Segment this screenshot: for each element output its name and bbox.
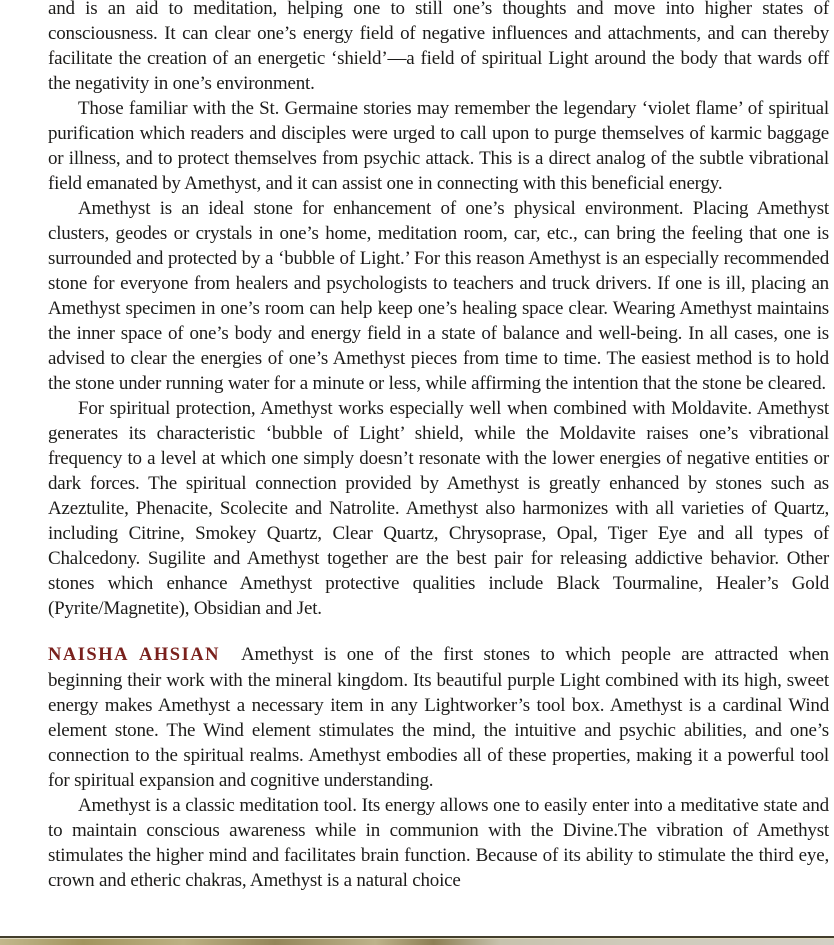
ahsian-lead-text: Amethyst is one of the first stones to which people are attracted when beginning their work with the mineral kingdom. Its beautiful purple Light combined with its high, sweet energy makes Amethyst a necessary item in any Lightworker’s tool box. Amethyst is a cardinal Wind element stone. The Wind element stimulates the mind, the intuitive and psychic abilities, and one’s connection to the spiritual realms. Amethyst embodies all of these properties, making it a powerful tool for spiritual expansion and cognitive understanding. [48,644,829,791]
paragraph-physical-environment: Amethyst is an ideal stone for enhancement of one’s physical environment. Placing Amethyst clusters, geodes or crystals in one’s home, meditation room, car, etc., can bring the feeling that one is surrounded and protected by a ‘bubble of Light.’ For this reason Amethyst is an especially recommended stone for everyone from healers and psychologists to teachers and truck drivers. If one is ill, placing an Amethyst specimen in one’s room can help keep one’s healing space clear. Wearing Amethyst maintains the inner space of one’s body and energy field in a state of balance and well-being. In all cases, one is advised to clear the energies of one’s Amethyst pieces from time to time. The easiest method is to hold the stone under running water for a minute or less, while affirming the intention that the stone be cleared. [48,198,829,394]
paragraph-meditation-tool: Amethyst is a classic meditation tool. Its energy allows one to easily enter into a meditative state and to maintain conscious awareness while in communion with the Divine.The vibration of Amethyst stimulates the higher mind and facilitates brain function. Because of its ability to stimulate the third eye, crown and etheric chakras, Amethyst is a natural choice [48,795,829,891]
paragraph-violet-flame: Those familiar with the St. Germaine stories may remember the legendary ‘violet flame’ of spiritual purification which readers and disciples were urged to call upon to purge themselves of karmic baggage or illness, and to protect themselves from psychic attack. This is a direct analog of the subtle vibrational field emanated by Amethyst, and it can assist one in connecting with this beneficial energy. [48,98,829,194]
paragraph-spiritual-protection: For spiritual protection, Amethyst works especially well when combined with Moldavite. Amethyst generates its characteristic ‘bubble of Light’ shield, while the Moldavite raises one’s vibrational frequency to a level at which one simply doesn’t resonate with the lower energies of negative entities or dark forces. The spiritual connection provided by Amethyst is greatly enhanced by stones such as Azeztulite, Phenacite, Scolecite and Natrolite. Amethyst also harmonizes with all varieties of Quartz, including Citrine, Smokey Quartz, Clear Quartz, Chrysoprase, Opal, Tiger Eye and all types of Chalcedony. Sugilite and Amethyst together are the best pair for releasing addictive behavior. Other stones which enhance Amethyst protective qualities include Black Tourmaline, Healer’s Gold (Pyrite/Magnetite), Obsidian and Jet. [48,398,829,619]
bottom-photo-strip [0,936,834,945]
author-heading: NAISHA AHSIAN [48,645,221,665]
paragraph-continuation: and is an aid to meditation, helping one to still one’s thoughts and move into higher states of consciousness. It can clear one’s energy field of negative influences and attachments, and can thereby facilitate the creation of an energetic ‘shield’—a field of spiritual Light around the body that wards off the negativity in one’s environment. [48,0,829,94]
ahsian-section-lead [48,642,829,793]
book-page [48,0,829,893]
